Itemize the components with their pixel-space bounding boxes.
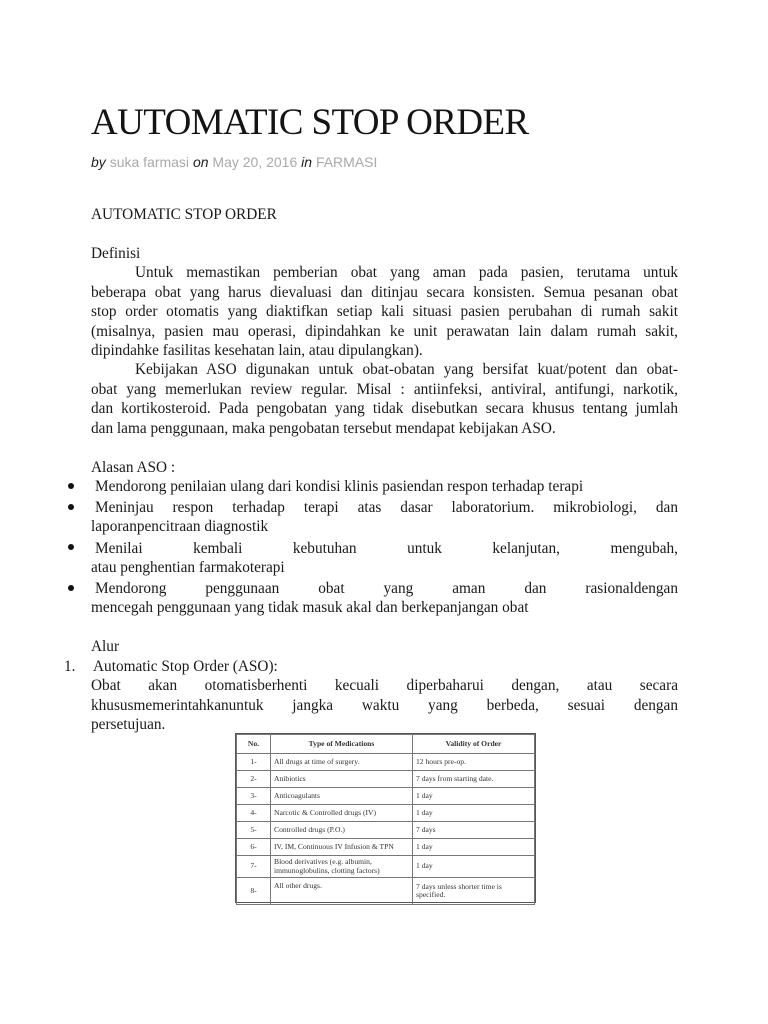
row-validity: 1 day xyxy=(413,788,535,805)
bullet-item-line: Menilai kembali kebutuhan untuk kelanjutan, mengubah, xyxy=(95,540,678,557)
row-type: Anibiotics xyxy=(271,771,413,788)
row-no: 1- xyxy=(237,754,271,771)
bullet-item-line: mencegah penggunaan yang tidak masuk akal dan berkepanjangan obat xyxy=(91,599,529,616)
paragraph1-line: beberapa obat yang harus dievaluasi dan ditinjau secara konsisten. Semua pesanan obat xyxy=(91,284,678,301)
bullet-icon xyxy=(68,585,74,591)
by-label: by xyxy=(91,154,106,170)
paragraph1-line: (misalnya, pasien mau operasi, dipindahkan ke unit perawatan lain dalam rumah sakit, xyxy=(91,323,678,340)
row-type: IV, IM, Continuous IV Infusion & TPN xyxy=(271,839,413,856)
body-heading: AUTOMATIC STOP ORDER xyxy=(91,206,277,223)
bullet-icon xyxy=(68,483,74,489)
table-header-no: No. xyxy=(237,735,271,754)
bullet-item-line: Meninjau respon terhadap terapi atas dasar laboratorium. mikrobiologi, dan xyxy=(95,499,678,516)
paragraph1-line: dipindahke fasilitas kesehatan lain, atau dipulangkan). xyxy=(91,342,423,359)
table-row xyxy=(237,839,535,856)
row-type: All drugs at time of surgery. xyxy=(271,754,413,771)
numbered-item-number: 1. xyxy=(64,658,76,675)
paragraph2-line: dan kortikosteroid. Pada pengobatan yang tidak disebutkan secara khusus tentang jumlah xyxy=(91,400,678,417)
row-type: All other drugs. xyxy=(271,878,413,905)
author-link[interactable]: suka farmasi xyxy=(109,154,190,170)
bullet-item-line: laporanpencitraan diagnostik xyxy=(91,518,269,535)
bullet-item-line: Mendorong penilaian ulang dari kondisi klinis pasiendan respon terhadap terapi xyxy=(95,478,584,495)
table-row xyxy=(237,878,535,905)
numbered-item-text: Automatic Stop Order (ASO): xyxy=(93,658,278,675)
bullet-icon xyxy=(68,504,74,510)
row-type: Narcotic & Controlled drugs (IV) xyxy=(271,805,413,822)
on-label: on xyxy=(192,154,209,170)
row-no: 7- xyxy=(237,856,271,878)
table-header-validity: Validity of Order xyxy=(413,735,535,754)
row-validity: 12 hours pre-op. xyxy=(413,754,535,771)
row-no: 8- xyxy=(237,878,271,905)
row-validity: 7 days from starting date. xyxy=(413,771,535,788)
table-row xyxy=(237,822,535,839)
row-no: 3- xyxy=(237,788,271,805)
bullet-item-line: Mendorong penggunaan obat yang aman dan rasionaldengan xyxy=(95,580,678,597)
table-row xyxy=(237,754,535,771)
row-validity: 7 days unless shorter time is specified. xyxy=(413,878,535,905)
alasan-label: Alasan ASO : xyxy=(91,459,176,476)
definisi-label: Definisi xyxy=(91,245,141,262)
bullet-icon xyxy=(68,544,74,550)
row-validity: 1 day xyxy=(413,805,535,822)
row-no: 4- xyxy=(237,805,271,822)
row-validity: 1 day xyxy=(413,839,535,856)
medication-table xyxy=(235,733,536,903)
table-row xyxy=(237,771,535,788)
date-link[interactable]: May 20, 2016 xyxy=(212,154,298,170)
table-row xyxy=(237,805,535,822)
row-validity: 1 day xyxy=(413,856,535,878)
alur-label: Alur xyxy=(91,638,120,655)
category-link[interactable]: FARMASI xyxy=(315,154,378,170)
article-meta xyxy=(91,154,377,170)
alur-line: Obat akan otomatisberhenti kecuali diperbaharui dengan, atau secara xyxy=(91,677,678,694)
paragraph1-line: stop order otomatis yang diaktifkan setiap kali situasi pasien perubahan di rumah sakit xyxy=(91,303,678,320)
row-no: 2- xyxy=(237,771,271,788)
row-no: 6- xyxy=(237,839,271,856)
table-row xyxy=(237,788,535,805)
row-no: 5- xyxy=(237,822,271,839)
row-type: Controlled drugs (P.O.) xyxy=(271,822,413,839)
in-label: in xyxy=(301,154,313,170)
paragraph2-line: obat yang memerlukan review regular. Misal : antiinfeksi, antiviral, antifungi, narkotik, xyxy=(91,381,678,398)
alur-line: khususmemerintahkanuntuk jangka waktu yang berbeda, sesuai dengan xyxy=(91,697,678,714)
bullet-item-line: atau penghentian farmakoterapi xyxy=(91,559,285,576)
row-validity: 7 days xyxy=(413,822,535,839)
table-header-type: Type of Medications xyxy=(271,735,413,754)
page-title: AUTOMATIC STOP ORDER xyxy=(91,102,529,143)
table-row xyxy=(237,856,535,878)
paragraph1-line: Untuk memastikan pemberian obat yang aman pada pasien, terutama untuk xyxy=(135,264,678,281)
row-type: Blood derivatives (e.g. albumin, immunoglobulins, clotting factors) xyxy=(271,856,413,878)
paragraph2-line: dan lama penggunaan, maka pengobatan tersebut mendapat kebijakan ASO. xyxy=(91,420,556,437)
alur-line: persetujuan. xyxy=(91,716,166,733)
row-type: Anticoagulants xyxy=(271,788,413,805)
paragraph2-line: Kebijakan ASO digunakan untuk obat-obatan yang bersifat kuat/potent dan obat- xyxy=(135,361,678,378)
